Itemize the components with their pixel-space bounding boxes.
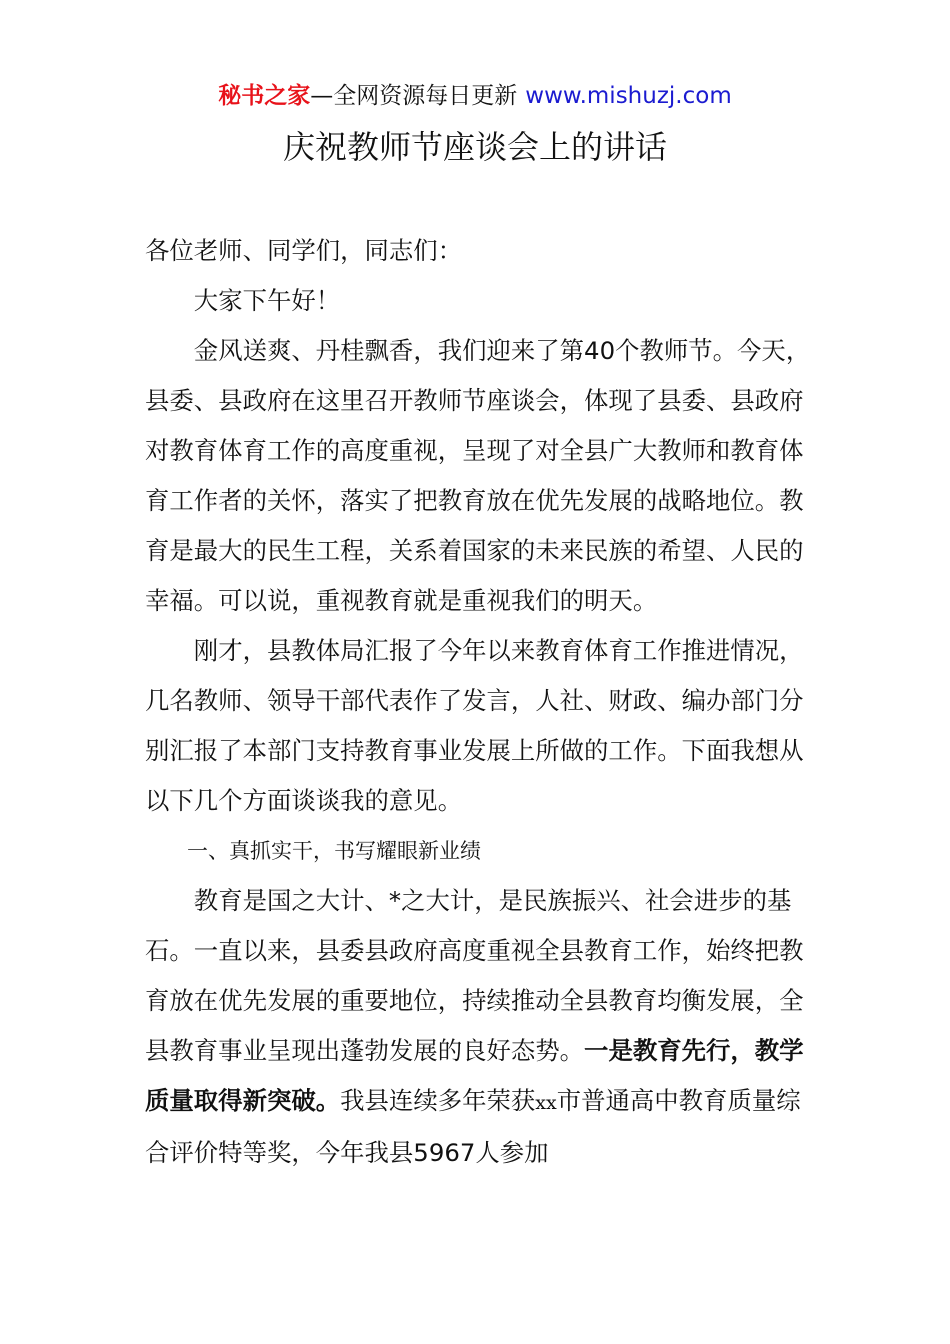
- document-title: 庆祝教师节座谈会上的讲话: [282, 128, 667, 166]
- paragraph-3-continuation: 市普通高中教育质量综合评价特等奖，今年我县5967人参加: [145, 1086, 801, 1167]
- paragraph-1: 金风送爽、丹桂飘香，我们迎来了第40个教师节。今天，县委、县政府在这里召开教师节座谈会，体现了县委、县政府对教育体育工作的高度重视，呈现了对全县广大教师和教育体育工作者的关怀，落实了把教育放在优先发展的战略地位。教育是最大的民生工程，关系着国家的未来民族的希望、人民的幸福。可以说，重视教育就是重视我们的明天。: [145, 336, 811, 615]
- paragraph-3-placeholder: xx: [535, 1092, 557, 1114]
- paragraph-3-bold-point: 一是教育先行，教学质量取得新突破。: [145, 1036, 804, 1115]
- site-tagline: —全网资源每日更新: [310, 83, 518, 109]
- document-body: [145, 226, 825, 1178]
- site-header: [0, 80, 950, 112]
- paragraph-3-text: 我县连续多年荣获: [340, 1086, 536, 1115]
- greeting: 大家下午好！: [193, 286, 341, 315]
- paragraph-2: 刚才，县教体局汇报了今年以来教育体育工作推进情况，几名教师、领导干部代表作了发言，人社、财政、编办部门分别汇报了本部门支持教育事业发展上所做的工作。下面我想从以下几个方面谈谈我的意见。: [145, 636, 804, 815]
- salutation: 各位老师、同学们，同志们：: [145, 236, 463, 265]
- section-heading-1: 一、真抓实干，书写耀眼新业绩: [187, 839, 481, 863]
- paragraph-3-intro: 教育是国之大计、*之大计，是民族振兴、社会进步的基石。一直以来，县委县政府高度重视全县教育工作，始终把教育放在优先发展的重要地位，持续推动全县教育均衡发展，全县教育事业呈现出蓬勃发展的良好态势。: [145, 886, 804, 1065]
- paragraph-3: [145, 876, 825, 1178]
- site-url-link[interactable]: www.mishuzj.com: [525, 83, 732, 109]
- site-brand: 秘书之家: [218, 83, 311, 109]
